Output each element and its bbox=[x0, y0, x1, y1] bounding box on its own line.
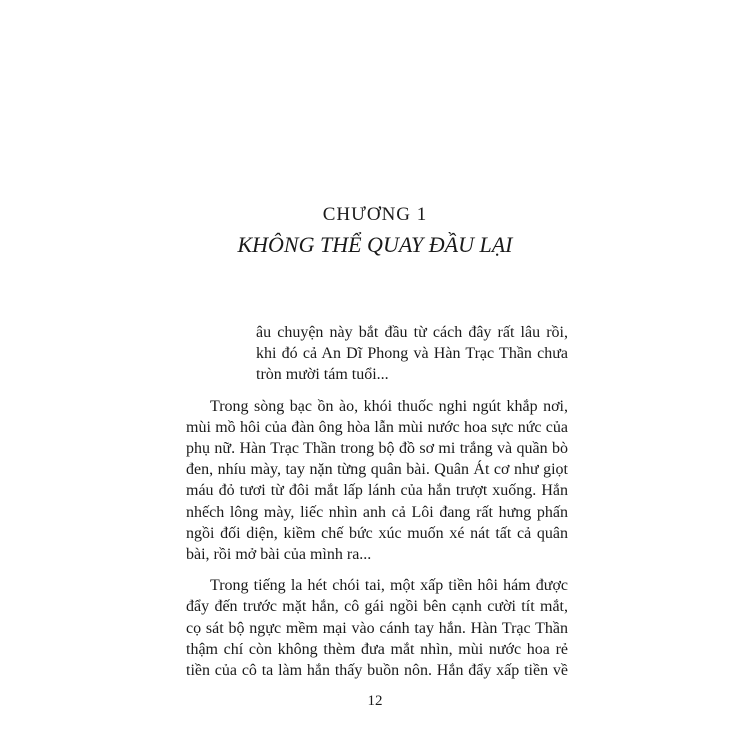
text-line: máu đỏ tươi từ đôi mắt lấp lánh của hắn trượt xuống. Hắn bbox=[186, 482, 568, 500]
text-line: đẩy đến trước mặt hắn, cô gái ngồi bên cạnh cười tít mắt, bbox=[186, 598, 568, 616]
text-line: tròn mười tám tuổi... bbox=[256, 366, 389, 384]
text-line: khi đó cả An Dĩ Phong và Hàn Trạc Thần chưa bbox=[256, 345, 568, 363]
text-line: Trong sòng bạc ồn ào, khói thuốc nghi ngút khắp nơi, bbox=[210, 397, 568, 415]
text-line: phụ nữ. Hàn Trạc Thần trong bộ đồ sơ mi trắng và quần bò bbox=[186, 440, 568, 458]
paragraph bbox=[186, 575, 568, 681]
chapter-label: CHƯƠNG 1 bbox=[322, 204, 428, 225]
text-line: Trong tiếng la hét chói tai, một xấp tiền hôi hám được bbox=[210, 577, 568, 595]
page-number: 12 bbox=[367, 693, 383, 709]
text-line: âu chuyện này bắt đầu từ cách đây rất lâu rồi, bbox=[256, 324, 568, 341]
text-line: đen, nhíu mày, tay nặn từng quân bài. Quân Át cơ như giọt bbox=[186, 461, 568, 479]
text-line: thậm chí còn không thèm đưa mắt nhìn, mùi nước hoa rẻ bbox=[186, 640, 568, 658]
text-line: cọ sát bộ ngực mềm mại vào cánh tay hắn. Hàn Trạc Thần bbox=[186, 619, 568, 637]
body-text bbox=[186, 322, 568, 681]
paragraph bbox=[186, 396, 568, 566]
text-line: mùi mồ hôi của đàn ông hòa lẫn mùi nước hoa sực nức của bbox=[186, 418, 568, 436]
text-line: bài, rồi mở bài của mình ra... bbox=[186, 546, 372, 564]
text-line: ngồi đối diện, kiềm chế bức xúc muốn xé nát tất cả quân bbox=[186, 524, 568, 542]
paragraph-intro bbox=[186, 322, 568, 386]
text-line: tiền của cô ta làm hắn thấy buồn nôn. Hắn đẩy xấp tiền về bbox=[186, 662, 568, 680]
text-line: nhếch lông mày, liếc nhìn anh cả Lôi đang rất hưng phấn bbox=[186, 503, 568, 521]
chapter-title: KHÔNG THỂ QUAY ĐẦU LẠI bbox=[237, 232, 513, 257]
